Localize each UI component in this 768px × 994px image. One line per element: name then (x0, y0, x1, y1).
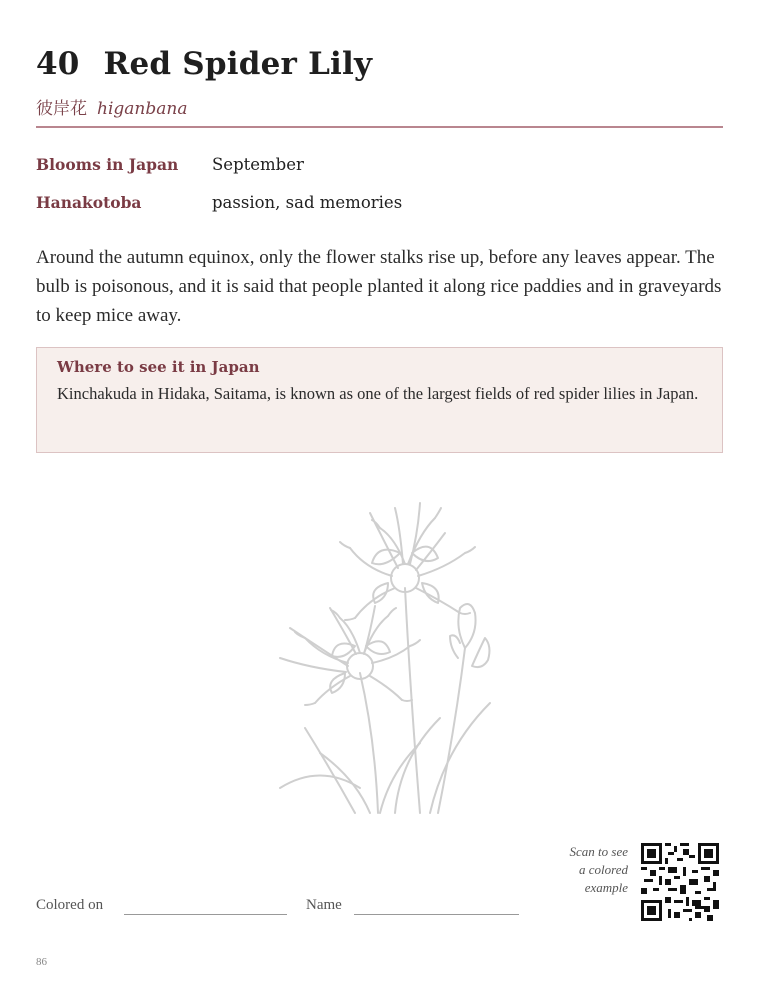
flower-number: 40 (36, 46, 80, 82)
flower-name: Red Spider Lily (103, 46, 373, 82)
page-title (36, 46, 372, 82)
info-row-blooms (36, 155, 304, 174)
where-to-see-title: Where to see it in Japan (57, 358, 260, 376)
page-number: 86 (36, 956, 47, 968)
where-to-see-text: Kinchakuda in Hidaka, Saitama, is known as one of the largest fields of red spider lilies in Japan. (57, 384, 699, 403)
scan-caption-line: Scan to see (569, 844, 628, 859)
red-spider-lily-illustration-icon (260, 488, 510, 818)
header-divider (36, 126, 723, 128)
info-value: passion, sad memories (212, 193, 403, 212)
colored-on-line (124, 914, 287, 915)
info-label: Blooms in Japan (36, 155, 179, 174)
scan-caption-line: a colored (579, 862, 628, 877)
name-line (354, 914, 519, 915)
info-row-hanakotoba (36, 193, 402, 212)
scan-caption (540, 843, 628, 897)
japanese-name (36, 94, 187, 119)
description: Around the autumn equinox, only the flower stalks rise up, before any leaves appear. The bulb is poisonous, and it is said that people planted it along rice paddies and in graveyards to keep mice away. (36, 247, 722, 326)
info-value: September (212, 155, 304, 174)
romaji-name: higanbana (97, 99, 188, 119)
name-label: Name (306, 897, 342, 913)
qr-code-icon[interactable] (641, 843, 719, 921)
colored-on-label: Colored on (36, 897, 104, 913)
info-label: Hanakotoba (36, 193, 142, 212)
scan-caption-line: example (584, 880, 628, 895)
kanji-name: 彼岸花 (36, 99, 87, 119)
where-to-see-box (36, 347, 723, 453)
